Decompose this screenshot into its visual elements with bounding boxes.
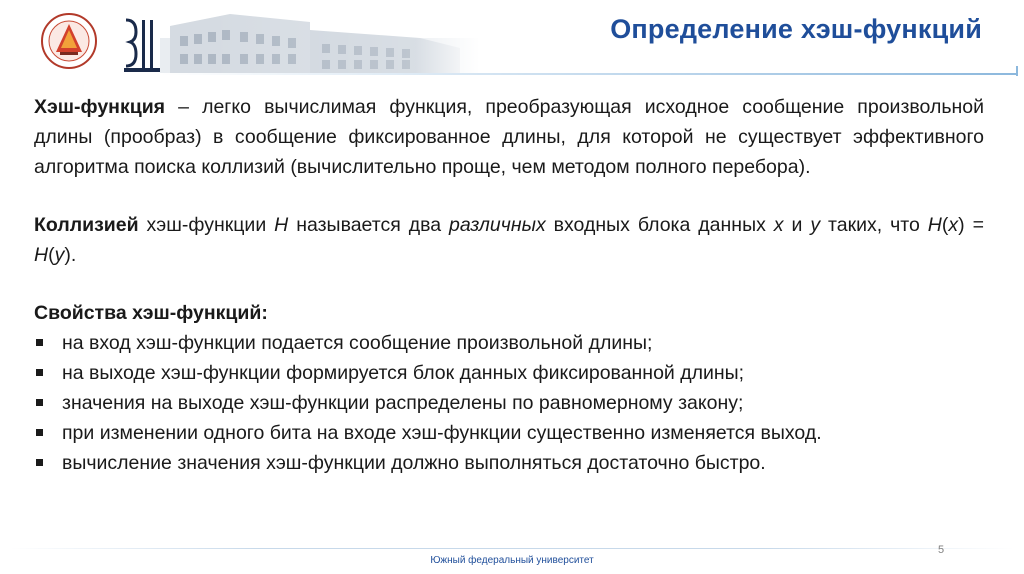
properties-list — [34, 328, 984, 478]
definition-term: Хэш-функция — [34, 96, 166, 118]
equation-part: ). — [64, 244, 77, 266]
bullet-square-icon — [36, 369, 43, 376]
collision-text: хэш-функции — [138, 214, 275, 236]
slide-content — [34, 92, 984, 478]
bullet-square-icon — [36, 429, 43, 436]
list-item-text: при изменении одного бита на входе хэш-функции существенно изменяется выход. — [62, 422, 822, 444]
symbol-y: y — [54, 244, 65, 266]
footer-university: Южный федеральный университет — [430, 555, 594, 566]
slide-title: Определение хэш-функций — [610, 14, 982, 44]
collision-text: таких, что — [820, 214, 928, 236]
list-item — [34, 388, 984, 418]
list-item-text: вычисление значения хэш-функции должно выполняться достаточно быстро. — [62, 452, 766, 474]
definition-paragraph — [34, 92, 984, 182]
list-item-text: на вход хэш-функции подается сообщение произвольной длины; — [62, 332, 653, 354]
collision-text: и — [783, 214, 811, 236]
collision-text: входных блока данных — [545, 214, 774, 236]
bullet-square-icon — [36, 339, 43, 346]
symbol-y: y — [810, 214, 821, 236]
page-number: 5 — [938, 544, 945, 556]
footer-divider — [10, 548, 1014, 549]
list-item — [34, 358, 984, 388]
list-item-text: значения на выходе хэш-функции распределены по равномерному закону; — [62, 392, 744, 414]
list-item — [34, 328, 984, 358]
collision-text: называется два — [288, 214, 450, 236]
collision-paragraph — [34, 210, 984, 270]
header-divider-end — [1016, 66, 1018, 76]
header-divider — [160, 73, 1018, 75]
list-item-text: на выходе хэш-функции формируется блок данных фиксированной длины; — [62, 362, 745, 384]
ictib-logo — [122, 14, 162, 74]
bullet-square-icon — [36, 399, 43, 406]
equation-part: ( — [48, 244, 55, 266]
university-seal-logo — [40, 12, 98, 70]
symbol-x: x — [773, 214, 784, 236]
collision-term: Коллизией — [34, 214, 139, 236]
definition-text: – легко вычислимая функция, преобразующая исходное сообщение произвольной длины (прообраз) в сообщение фиксированное длины, для которой не существует эффективного алгоритма поиска коллизий (вычислительно проще, чем методом полного перебора). — [34, 96, 984, 178]
building-photo — [160, 8, 480, 74]
symbol-x: x — [948, 214, 959, 236]
equation-part: ( — [941, 214, 949, 236]
symbol-h: H — [927, 214, 942, 236]
properties-title: Свойства хэш-функций: — [34, 302, 268, 324]
bullet-square-icon — [36, 459, 43, 466]
list-item — [34, 448, 984, 478]
emphasis-different: различных — [449, 214, 546, 236]
list-item — [34, 418, 984, 448]
symbol-h: H — [274, 214, 289, 236]
symbol-h: H — [34, 244, 49, 266]
slide-header — [0, 0, 1024, 80]
equation-part: ) = — [958, 214, 984, 236]
